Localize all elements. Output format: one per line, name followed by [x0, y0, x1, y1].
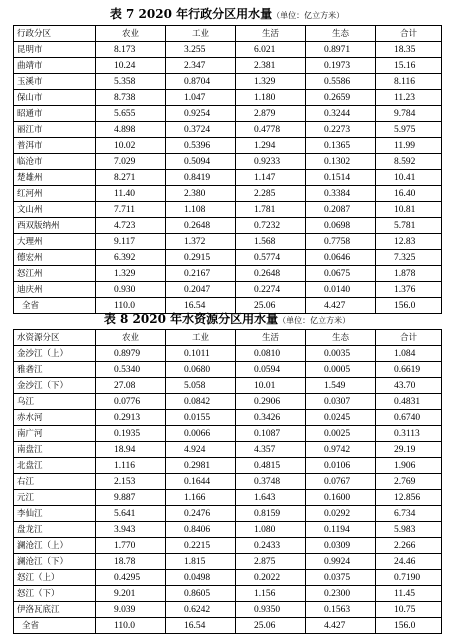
- value-cell: 2.875: [236, 554, 306, 570]
- row-label-cell: 伊洛瓦底江: [14, 602, 96, 618]
- value-cell: 0.0646: [306, 250, 376, 266]
- value-cell: 110.0: [96, 298, 166, 314]
- header-basin: 水资源分区: [14, 330, 96, 346]
- value-cell: 0.1514: [306, 170, 376, 186]
- value-cell: 0.9924: [306, 554, 376, 570]
- row-label-cell: 红河州: [14, 186, 96, 202]
- value-cell: 0.0375: [306, 570, 376, 586]
- value-cell: 18.94: [96, 442, 166, 458]
- value-cell: 16.40: [376, 186, 442, 202]
- value-cell: 0.0842: [166, 394, 236, 410]
- value-cell: 0.2913: [96, 410, 166, 426]
- row-label-cell: 南盘江: [14, 442, 96, 458]
- table-row: [14, 362, 442, 378]
- row-label-cell: 迪庆州: [14, 282, 96, 298]
- table-row: [14, 186, 442, 202]
- value-cell: 0.5586: [306, 74, 376, 90]
- row-label-cell: 曲靖市: [14, 58, 96, 74]
- table-row: [14, 554, 442, 570]
- table-row: [14, 458, 442, 474]
- value-cell: 0.9233: [236, 154, 306, 170]
- value-cell: 11.99: [376, 138, 442, 154]
- value-cell: 0.2047: [166, 282, 236, 298]
- value-cell: 0.0680: [166, 362, 236, 378]
- table-row: [14, 170, 442, 186]
- value-cell: 2.769: [376, 474, 442, 490]
- value-cell: 25.06: [236, 298, 306, 314]
- header-industry: 工业: [166, 26, 236, 42]
- row-label-cell: 右江: [14, 474, 96, 490]
- value-cell: 0.1302: [306, 154, 376, 170]
- table-row: [14, 202, 442, 218]
- value-cell: 0.2648: [166, 218, 236, 234]
- value-cell: 0.0035: [306, 346, 376, 362]
- table-header-row: [14, 26, 442, 42]
- value-cell: 5.975: [376, 122, 442, 138]
- value-cell: 0.3724: [166, 122, 236, 138]
- row-label-cell: 全省: [14, 618, 96, 634]
- value-cell: 0.0005: [306, 362, 376, 378]
- value-cell: 2.879: [236, 106, 306, 122]
- header-domestic: 生活: [236, 330, 306, 346]
- value-cell: 0.1087: [236, 426, 306, 442]
- value-cell: 0.7190: [376, 570, 442, 586]
- value-cell: 1.108: [166, 202, 236, 218]
- value-cell: 18.35: [376, 42, 442, 58]
- value-cell: 0.1935: [96, 426, 166, 442]
- value-cell: 5.781: [376, 218, 442, 234]
- value-cell: 0.4815: [236, 458, 306, 474]
- header-region: 行政分区: [14, 26, 96, 42]
- value-cell: 0.3384: [306, 186, 376, 202]
- value-cell: 0.0307: [306, 394, 376, 410]
- value-cell: 0.2906: [236, 394, 306, 410]
- value-cell: 9.887: [96, 490, 166, 506]
- value-cell: 0.8159: [236, 506, 306, 522]
- table-row: [14, 218, 442, 234]
- value-cell: 0.4778: [236, 122, 306, 138]
- row-label-cell: 盘龙江: [14, 522, 96, 538]
- value-cell: 6.734: [376, 506, 442, 522]
- table7-caption: [0, 3, 454, 23]
- value-cell: 5.358: [96, 74, 166, 90]
- value-cell: 8.592: [376, 154, 442, 170]
- value-cell: 0.0140: [306, 282, 376, 298]
- value-cell: 43.70: [376, 378, 442, 394]
- row-label-cell: 楚雄州: [14, 170, 96, 186]
- value-cell: 0.0066: [166, 426, 236, 442]
- row-label-cell: 丽江市: [14, 122, 96, 138]
- row-label-cell: 德宏州: [14, 250, 96, 266]
- value-cell: 0.3748: [236, 474, 306, 490]
- table8-caption: [0, 308, 454, 328]
- row-label-cell: 普洱市: [14, 138, 96, 154]
- value-cell: 0.3244: [306, 106, 376, 122]
- value-cell: 7.711: [96, 202, 166, 218]
- table-row: [14, 282, 442, 298]
- table7-admin-water-use: [13, 25, 442, 314]
- value-cell: 0.8406: [166, 522, 236, 538]
- value-cell: 0.8605: [166, 586, 236, 602]
- table-row: [14, 122, 442, 138]
- value-cell: 0.2273: [306, 122, 376, 138]
- row-label-cell: 李仙江: [14, 506, 96, 522]
- value-cell: 0.2022: [236, 570, 306, 586]
- value-cell: 0.0776: [96, 394, 166, 410]
- value-cell: 0.8704: [166, 74, 236, 90]
- value-cell: 12.856: [376, 490, 442, 506]
- value-cell: 156.0: [376, 298, 442, 314]
- value-cell: 0.2915: [166, 250, 236, 266]
- value-cell: 1.047: [166, 90, 236, 106]
- table-row: [14, 474, 442, 490]
- value-cell: 1.781: [236, 202, 306, 218]
- value-cell: 11.23: [376, 90, 442, 106]
- value-cell: 8.271: [96, 170, 166, 186]
- value-cell: 9.201: [96, 586, 166, 602]
- value-cell: 7.029: [96, 154, 166, 170]
- value-cell: 1.147: [236, 170, 306, 186]
- header-ecology: 生态: [306, 330, 376, 346]
- header-domestic: 生活: [236, 26, 306, 42]
- value-cell: 0.0245: [306, 410, 376, 426]
- value-cell: 4.427: [306, 618, 376, 634]
- value-cell: 2.153: [96, 474, 166, 490]
- row-label-cell: 怒江州: [14, 266, 96, 282]
- value-cell: 10.02: [96, 138, 166, 154]
- header-total: 合计: [376, 26, 442, 42]
- value-cell: 1.116: [96, 458, 166, 474]
- value-cell: 0.6619: [376, 362, 442, 378]
- value-cell: 0.5094: [166, 154, 236, 170]
- row-label-cell: 北盘江: [14, 458, 96, 474]
- row-label-cell: 怒江（上）: [14, 570, 96, 586]
- table-row: [14, 234, 442, 250]
- value-cell: 0.5396: [166, 138, 236, 154]
- value-cell: 8.173: [96, 42, 166, 58]
- row-label-cell: 玉溪市: [14, 74, 96, 90]
- value-cell: 1.180: [236, 90, 306, 106]
- value-cell: 0.930: [96, 282, 166, 298]
- table-row: [14, 378, 442, 394]
- value-cell: 25.06: [236, 618, 306, 634]
- value-cell: 5.983: [376, 522, 442, 538]
- value-cell: 2.380: [166, 186, 236, 202]
- value-cell: 0.3113: [376, 426, 442, 442]
- value-cell: 7.325: [376, 250, 442, 266]
- header-industry: 工业: [166, 330, 236, 346]
- value-cell: 0.9350: [236, 602, 306, 618]
- value-cell: 0.1365: [306, 138, 376, 154]
- value-cell: 0.0106: [306, 458, 376, 474]
- value-cell: 1.770: [96, 538, 166, 554]
- row-label-cell: 怒江（下）: [14, 586, 96, 602]
- row-label-cell: 全省: [14, 298, 96, 314]
- value-cell: 1.080: [236, 522, 306, 538]
- value-cell: 0.4831: [376, 394, 442, 410]
- value-cell: 27.08: [96, 378, 166, 394]
- value-cell: 0.1194: [306, 522, 376, 538]
- value-cell: 4.723: [96, 218, 166, 234]
- value-cell: 0.4295: [96, 570, 166, 586]
- table-row: [14, 586, 442, 602]
- value-cell: 0.0698: [306, 218, 376, 234]
- value-cell: 5.058: [166, 378, 236, 394]
- value-cell: 6.392: [96, 250, 166, 266]
- value-cell: 16.54: [166, 298, 236, 314]
- value-cell: 0.8419: [166, 170, 236, 186]
- table-row: [14, 570, 442, 586]
- value-cell: 0.2648: [236, 266, 306, 282]
- value-cell: 0.0155: [166, 410, 236, 426]
- value-cell: 0.1973: [306, 58, 376, 74]
- table-row: [14, 138, 442, 154]
- value-cell: 1.329: [236, 74, 306, 90]
- table-row: [14, 58, 442, 74]
- table-row: [14, 538, 442, 554]
- value-cell: 0.2981: [166, 458, 236, 474]
- value-cell: 0.2274: [236, 282, 306, 298]
- row-label-cell: 金沙江（下）: [14, 378, 96, 394]
- row-label-cell: 金沙江（上）: [14, 346, 96, 362]
- value-cell: 1.084: [376, 346, 442, 362]
- value-cell: 0.0767: [306, 474, 376, 490]
- value-cell: 18.78: [96, 554, 166, 570]
- table-row: [14, 106, 442, 122]
- value-cell: 1.568: [236, 234, 306, 250]
- table-row: [14, 250, 442, 266]
- value-cell: 1.166: [166, 490, 236, 506]
- table-row: [14, 426, 442, 442]
- value-cell: 2.347: [166, 58, 236, 74]
- value-cell: 0.0594: [236, 362, 306, 378]
- row-label-cell: 澜沧江（上）: [14, 538, 96, 554]
- table8-basin-water-use: [13, 329, 442, 634]
- value-cell: 4.898: [96, 122, 166, 138]
- value-cell: 1.815: [166, 554, 236, 570]
- value-cell: 1.329: [96, 266, 166, 282]
- value-cell: 10.01: [236, 378, 306, 394]
- value-cell: 5.655: [96, 106, 166, 122]
- value-cell: 0.2476: [166, 506, 236, 522]
- value-cell: 16.54: [166, 618, 236, 634]
- row-label-cell: 南广河: [14, 426, 96, 442]
- row-label-cell: 乌江: [14, 394, 96, 410]
- value-cell: 8.738: [96, 90, 166, 106]
- table-row: [14, 74, 442, 90]
- value-cell: 1.376: [376, 282, 442, 298]
- value-cell: 4.357: [236, 442, 306, 458]
- value-cell: 0.7758: [306, 234, 376, 250]
- table-row: [14, 490, 442, 506]
- value-cell: 156.0: [376, 618, 442, 634]
- value-cell: 0.3426: [236, 410, 306, 426]
- value-cell: 8.116: [376, 74, 442, 90]
- table7-unit: （单位：亿立方米）: [272, 11, 345, 20]
- value-cell: 3.943: [96, 522, 166, 538]
- value-cell: 0.6740: [376, 410, 442, 426]
- value-cell: 1.156: [236, 586, 306, 602]
- value-cell: 1.906: [376, 458, 442, 474]
- value-cell: 0.0675: [306, 266, 376, 282]
- table8-title: 表 8 2020 年水资源分区用水量: [103, 312, 279, 326]
- row-label-cell: 临沧市: [14, 154, 96, 170]
- table7-title: 表 7 2020 年行政分区用水量: [109, 7, 273, 21]
- table-row: [14, 90, 442, 106]
- value-cell: 0.6242: [166, 602, 236, 618]
- value-cell: 1.878: [376, 266, 442, 282]
- value-cell: 0.0498: [166, 570, 236, 586]
- row-label-cell: 雅砻江: [14, 362, 96, 378]
- value-cell: 0.7232: [236, 218, 306, 234]
- value-cell: 29.19: [376, 442, 442, 458]
- value-cell: 0.9742: [306, 442, 376, 458]
- value-cell: 6.021: [236, 42, 306, 58]
- value-cell: 0.1011: [166, 346, 236, 362]
- value-cell: 0.0292: [306, 506, 376, 522]
- header-agriculture: 农业: [96, 330, 166, 346]
- table-row: [14, 522, 442, 538]
- row-label-cell: 澜沧江（下）: [14, 554, 96, 570]
- value-cell: 110.0: [96, 618, 166, 634]
- row-label-cell: 大理州: [14, 234, 96, 250]
- table-row: [14, 154, 442, 170]
- value-cell: 1.643: [236, 490, 306, 506]
- value-cell: 10.75: [376, 602, 442, 618]
- row-label-cell: 文山州: [14, 202, 96, 218]
- value-cell: 0.9254: [166, 106, 236, 122]
- value-cell: 0.0025: [306, 426, 376, 442]
- table8-unit: （单位：亿立方米）: [278, 316, 351, 325]
- value-cell: 1.372: [166, 234, 236, 250]
- value-cell: 9.784: [376, 106, 442, 122]
- row-label-cell: 昆明市: [14, 42, 96, 58]
- table-row: [14, 266, 442, 282]
- value-cell: 0.1563: [306, 602, 376, 618]
- value-cell: 0.2659: [306, 90, 376, 106]
- value-cell: 0.2300: [306, 586, 376, 602]
- value-cell: 11.40: [96, 186, 166, 202]
- value-cell: 0.2215: [166, 538, 236, 554]
- value-cell: 0.8979: [96, 346, 166, 362]
- value-cell: 4.924: [166, 442, 236, 458]
- row-label-cell: 保山市: [14, 90, 96, 106]
- value-cell: 0.1600: [306, 490, 376, 506]
- header-agriculture: 农业: [96, 26, 166, 42]
- row-label-cell: 昭通市: [14, 106, 96, 122]
- row-label-cell: 西双版纳州: [14, 218, 96, 234]
- value-cell: 1.549: [306, 378, 376, 394]
- value-cell: 15.16: [376, 58, 442, 74]
- value-cell: 1.294: [236, 138, 306, 154]
- table-row: [14, 410, 442, 426]
- value-cell: 2.381: [236, 58, 306, 74]
- value-cell: 0.2167: [166, 266, 236, 282]
- value-cell: 12.83: [376, 234, 442, 250]
- value-cell: 0.5340: [96, 362, 166, 378]
- value-cell: 9.039: [96, 602, 166, 618]
- value-cell: 4.427: [306, 298, 376, 314]
- value-cell: 0.8971: [306, 42, 376, 58]
- row-label-cell: 元江: [14, 490, 96, 506]
- table-row: [14, 394, 442, 410]
- row-label-cell: 赤水河: [14, 410, 96, 426]
- value-cell: 3.255: [166, 42, 236, 58]
- value-cell: 10.41: [376, 170, 442, 186]
- header-total: 合计: [376, 330, 442, 346]
- value-cell: 0.1644: [166, 474, 236, 490]
- value-cell: 0.5774: [236, 250, 306, 266]
- value-cell: 2.266: [376, 538, 442, 554]
- value-cell: 0.2087: [306, 202, 376, 218]
- total-row: [14, 618, 442, 634]
- value-cell: 10.24: [96, 58, 166, 74]
- value-cell: 5.641: [96, 506, 166, 522]
- value-cell: 0.0810: [236, 346, 306, 362]
- table-row: [14, 346, 442, 362]
- header-ecology: 生态: [306, 26, 376, 42]
- value-cell: 9.117: [96, 234, 166, 250]
- table-row: [14, 442, 442, 458]
- value-cell: 0.2433: [236, 538, 306, 554]
- value-cell: 11.45: [376, 586, 442, 602]
- table-header-row: [14, 330, 442, 346]
- value-cell: 0.0309: [306, 538, 376, 554]
- value-cell: 24.46: [376, 554, 442, 570]
- value-cell: 10.81: [376, 202, 442, 218]
- table-row: [14, 602, 442, 618]
- table-row: [14, 42, 442, 58]
- value-cell: 2.285: [236, 186, 306, 202]
- table-row: [14, 506, 442, 522]
